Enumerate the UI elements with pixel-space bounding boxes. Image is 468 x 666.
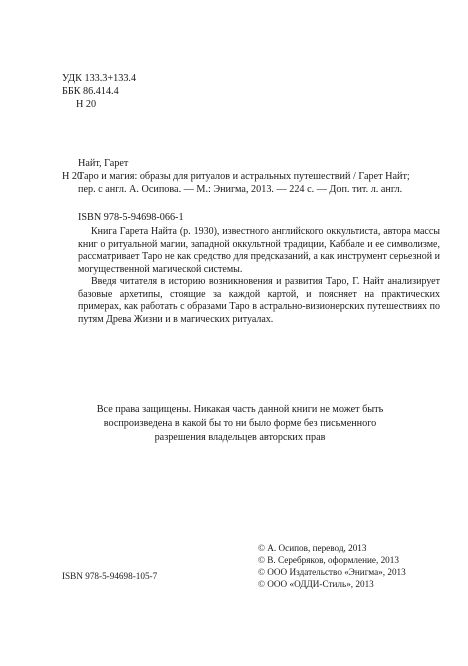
author-mark: Н 20 [76, 99, 97, 110]
rights-notice: Все права защищены. Никакая часть данной книги не может быть воспроизведена в какой бы то ни было форме без письменного разрешения владельцев авторских прав [96, 404, 384, 443]
annotation-paragraph: Книга Гарета Найта (р. 1930), известного английского оккультиста, автора массы книг о ритуальной магии, западной оккультной традиции, Каббале и ее символизме, рассматривает Таро не как средство для предсказаний, а как инструмент серьезной и могущественной магической системы. [78, 226, 440, 275]
annotation [78, 226, 440, 326]
isbn-edition: ISBN 978-5-94698-105-7 [62, 571, 158, 581]
biblio-author-mark: Н 20 [62, 171, 83, 182]
biblio-line: пер. с англ. А. Осипова. — М.: Энигма, 2013. — 224 с. — Доп. тит. л. англ. [78, 184, 403, 195]
udk-code: УДК 133.3+133.4 [62, 73, 137, 84]
copyright-line: © А. Осипов, перевод, 2013 [258, 543, 367, 553]
copyright-line: © ООО Издательство «Энигма», 2013 [258, 567, 406, 577]
annotation-paragraph: Введя читателя в историю возникновения и развития Таро, Г. Найт анализирует базовые архетипы, стоящие за каждой картой, и поясняет на практических примерах, как работать с образами Таро в астрально-визионерских путешествиях по путям Древа Жизни и в магических ритуалах. [78, 276, 440, 325]
bibliographic-record [78, 170, 440, 196]
copyright-list [258, 542, 406, 590]
bbk-code: ББК 86.414.4 [62, 86, 119, 97]
author-heading: Найт, Гарет [78, 158, 129, 169]
isbn-original: ISBN 978-5-94698-066-1 [78, 212, 184, 223]
copyright-line: © В. Серебряков, оформление, 2013 [258, 555, 399, 565]
classification-codes [62, 72, 136, 111]
biblio-line: Таро и магия: образы для ритуалов и астральных путешествий / Гарет Найт; [78, 171, 410, 182]
copyright-line: © ООО «ОДДИ-Стиль», 2013 [258, 579, 374, 589]
